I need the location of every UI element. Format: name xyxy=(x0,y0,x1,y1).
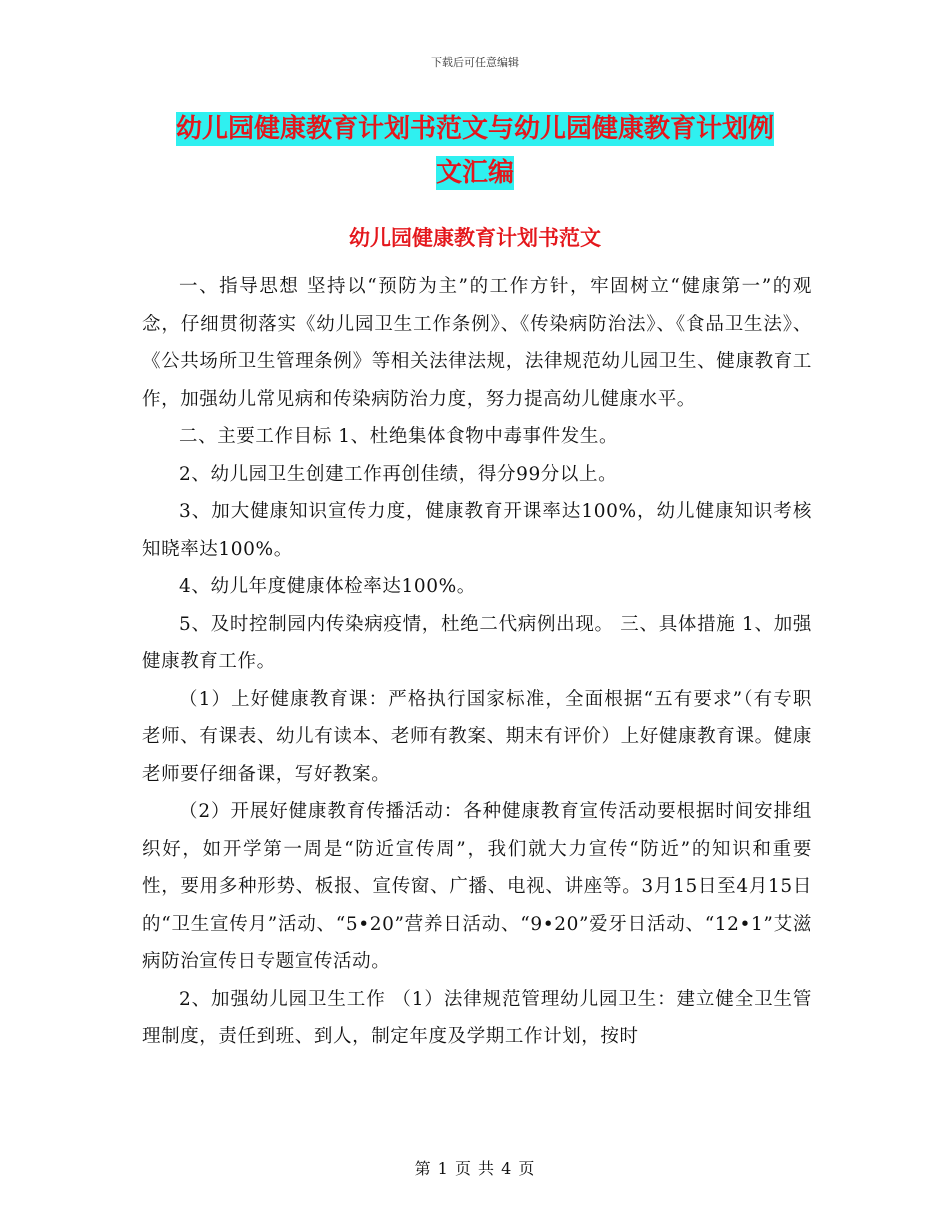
paragraph: （1）上好健康教育课：严格执行国家标准，全面根据“五有要求”（有专职老师、有课表、幼儿有读本、老师有教案、期末有评价）上好健康教育课。健康老师要仔细备课，写好教案。 xyxy=(142,688,812,785)
paragraph: （2）开展好健康教育传播活动：各种健康教育宣传活动要根据时间安排组织好，如开学第一周是“防近宣传周”，我们就大力宣传“防近”的知识和重要性，要用多种形势、板报、宣传窗、广播、电视、讲座等。3月15日至4月15日的“卫生宣传月”活动、“5•20”营养日活动、“9•20”爱牙日活动、“12•1”艾滋病防治宣传日专题宣传活动。 xyxy=(142,801,812,972)
document-title-line-2 xyxy=(0,158,950,188)
title-text-2: 文汇编 xyxy=(435,158,514,188)
document-title-line-1 xyxy=(0,114,950,144)
paragraph: 4、幼儿年度健康体检率达100%。 xyxy=(179,576,476,597)
body-text xyxy=(142,268,812,1056)
paragraph: 2、加强幼儿园卫生工作 （1）法律规范管理幼儿园卫生：建立健全卫生管理制度，责任到班、到人，制定年度及学期工作计划，按时 xyxy=(142,988,812,1047)
paragraph: 2、幼儿园卫生创建工作再创佳绩，得分99分以上。 xyxy=(179,463,618,485)
header-note: 下载后可任意编辑 xyxy=(431,56,519,69)
page-footer: 第 1 页 共 4 页 xyxy=(414,1159,536,1178)
section-title: 幼儿园健康教育计划书范文 xyxy=(349,226,601,250)
paragraph: 二、主要工作目标 1、杜绝集体食物中毒事件发生。 xyxy=(179,426,619,447)
paragraph: 3、加大健康知识宣传力度，健康教育开课率达100%，幼儿健康知识考核知晓率达100%。 xyxy=(142,501,812,560)
title-text-1: 幼儿园健康教育计划书范文与幼儿园健康教育计划例 xyxy=(175,114,774,144)
paragraph: 5、及时控制园内传染病疫情，杜绝二代病例出现。 三、具体措施 1、加强健康教育工作。 xyxy=(142,613,812,672)
paragraph: 一、指导思想 坚持以“预防为主”的工作方针，牢固树立“健康第一”的观念，仔细贯彻落实《幼儿园卫生工作条例》、《传染病防治法》、《食品卫生法》、《公共场所卫生管理条例》等相关法律法规，法律规范幼儿园卫生、健康教育工作，加强幼儿常见病和传染病防治力度，努力提高幼儿健康水平。 xyxy=(142,276,812,410)
